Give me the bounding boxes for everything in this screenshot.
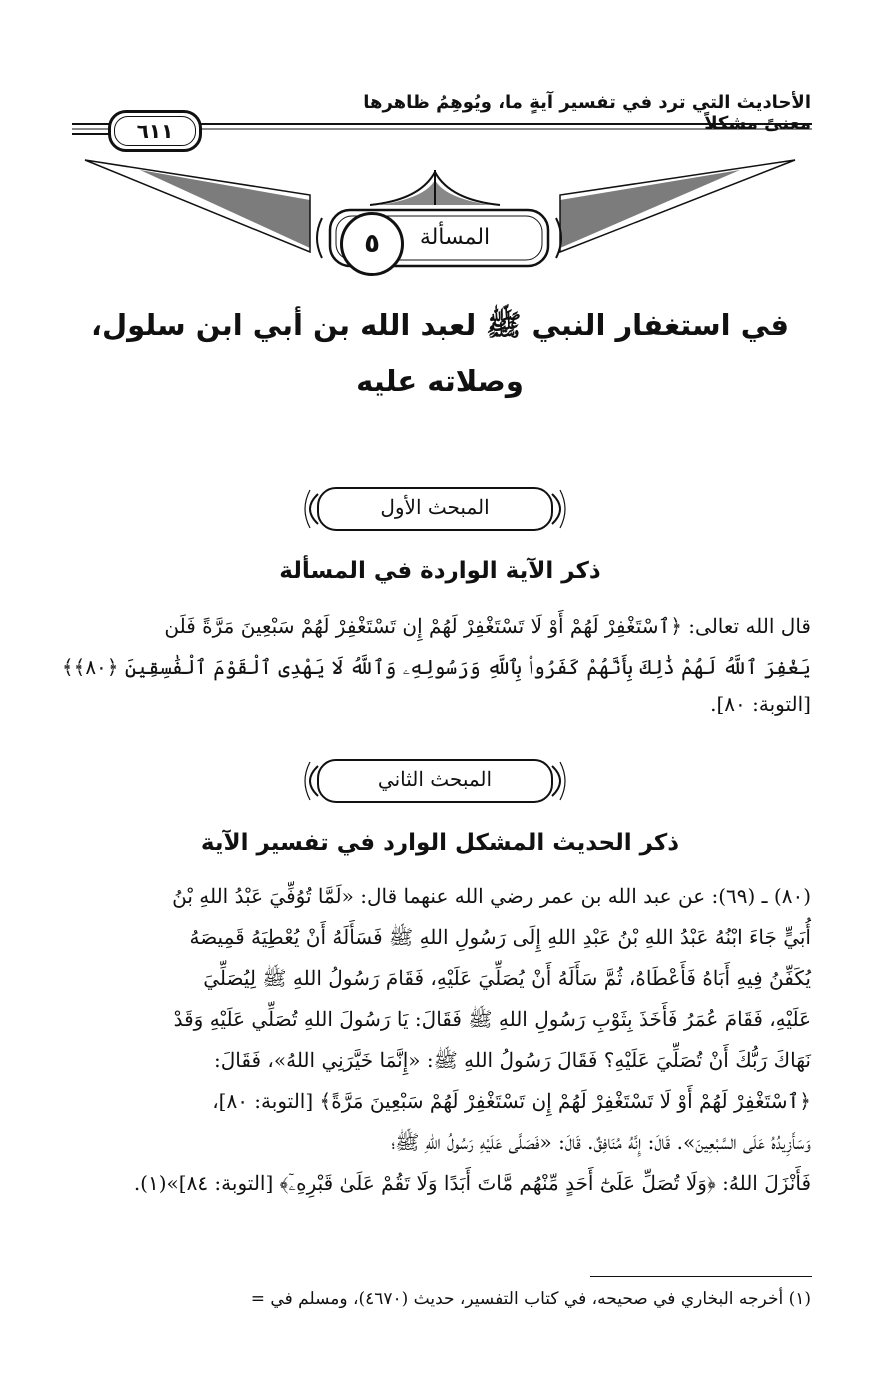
section2-line: عَلَيْهِ، فَقَامَ عُمَرُ فَأَخَذَ بِثَوْبِ رَسُولِ اللهِ ﷺ فَقَالَ: يَا رَسُولَ اللهِ تُصَلِّي عَلَيْهِ وَقَدْ [173,1007,811,1031]
section2-line: يُكَفِّنُ فِيهِ أَبَاهُ فَأَعْطَاهُ، ثُمَّ سَأَلَهُ أَنْ يُصَلِّيَ عَلَيْهِ، فَقَامَ رَسُولُ اللهِ ﷺ لِيُصَلِّيَ [203,966,811,990]
section2-paragraph [68,876,811,1204]
section2-line: ﴿ٱسْتَغْفِرْ لَهُمْ أَوْ لَا تَسْتَغْفِرْ لَهُمْ إِن تَسْتَغْفِرْ لَهُمْ سَبْعِينَ مَرَّةً﴾ [التوبة: ٨٠]، [212,1089,811,1113]
footnote-rule [590,1276,812,1277]
main-title-line1: في استغفار النبي ﷺ لعبد الله بن أبي ابن سلول، [90,308,790,342]
masala-number-text: ٥ [364,229,380,259]
section2-line: نَهَاكَ رَبُّكَ أَنْ تُصَلِّيَ عَلَيْهِ؟ فَقَالَ رَسُولُ اللهِ ﷺ: «إِنَّمَا خَيَّرَنِي اللهُ»، فَقَالَ: [214,1048,811,1072]
masala-label: المسألة [419,225,491,250]
section1-label: المبحث الأول [380,495,490,519]
section1-line: [التوبة: ٨٠]. [710,692,811,716]
masala-number [340,212,404,276]
section2-line: وَسَأَزِيدُهُ عَلَى السَّبْعِينَ». قَالَ: إِنَّهُ مُنَافِقٌ. قَالَ: «فَصَلَّى عَلَيْهِ رَسُولُ اللهِ ﷺ؛ [391,1130,811,1154]
section2-label: المبحث الثاني [377,767,493,791]
section1-line: قال الله تعالى: ﴿ٱسْتَغْفِرْ لَهُمْ أَوْ لَا تَسْتَغْفِرْ لَهُمْ إِن تَسْتَغْفِرْ لَهُمْ سَبْعِينَ مَرَّةً فَلَن [164,614,811,638]
main-title-line2: وصلاته عليه [356,364,524,398]
section2-heading: ذكر الحديث المشكل الوارد في تفسير الآية [200,830,680,856]
section1-line: يَغْفِرَ ٱللَّهُ لَهُمْ ذَٰلِكَ بِأَنَّهُمْ كَفَرُوا۟ بِٱللَّهِ وَرَسُولِهِۦ وَٱللَّهُ لَا يَهْدِى ٱلْقَوْمَ ٱلْفَٰسِقِينَ ﴿٨٠﴾﴾ [61,655,811,679]
footnote: (١) أخرجه البخاري في صحيحه، في كتاب التفسير، حديث (٤٦٧٠)، ومسلم في = [250,1289,811,1309]
section1-heading: ذكر الآية الواردة في المسألة [279,558,601,584]
running-title: الأحاديث التي ترد في تفسير آيةٍ ما، ويُوهِمُ ظاهرها معنىً مشكلاً [363,92,811,134]
page-number [108,110,202,152]
page-number-text: ٦١١ [136,119,174,143]
section2-line: فَأَنْزَلَ اللهُ: ﴿وَلَا تُصَلِّ عَلَىٰٓ أَحَدٍ مِّنْهُم مَّاتَ أَبَدًا وَلَا تَقُمْ عَلَىٰ قَبْرِهِۦٓ﴾ [التوبة: ٨٤]»(١). [133,1171,811,1195]
section2-line: أُبَيٍّ جَاءَ ابْنُهُ عَبْدُ اللهِ بْنُ عَبْدِ اللهِ إِلَى رَسُولِ اللهِ ﷺ فَسَأَلَهُ أَنْ يُعْطِيَهُ قَمِيصَهُ [189,925,811,949]
section2-line: (٨٠) ـ (٦٩): عن عبد الله بن عمر رضي الله عنهما قال: «لَمَّا تُوُفِّيَ عَبْدُ اللهِ بْنُ [172,884,811,908]
section1-paragraph [61,606,811,720]
